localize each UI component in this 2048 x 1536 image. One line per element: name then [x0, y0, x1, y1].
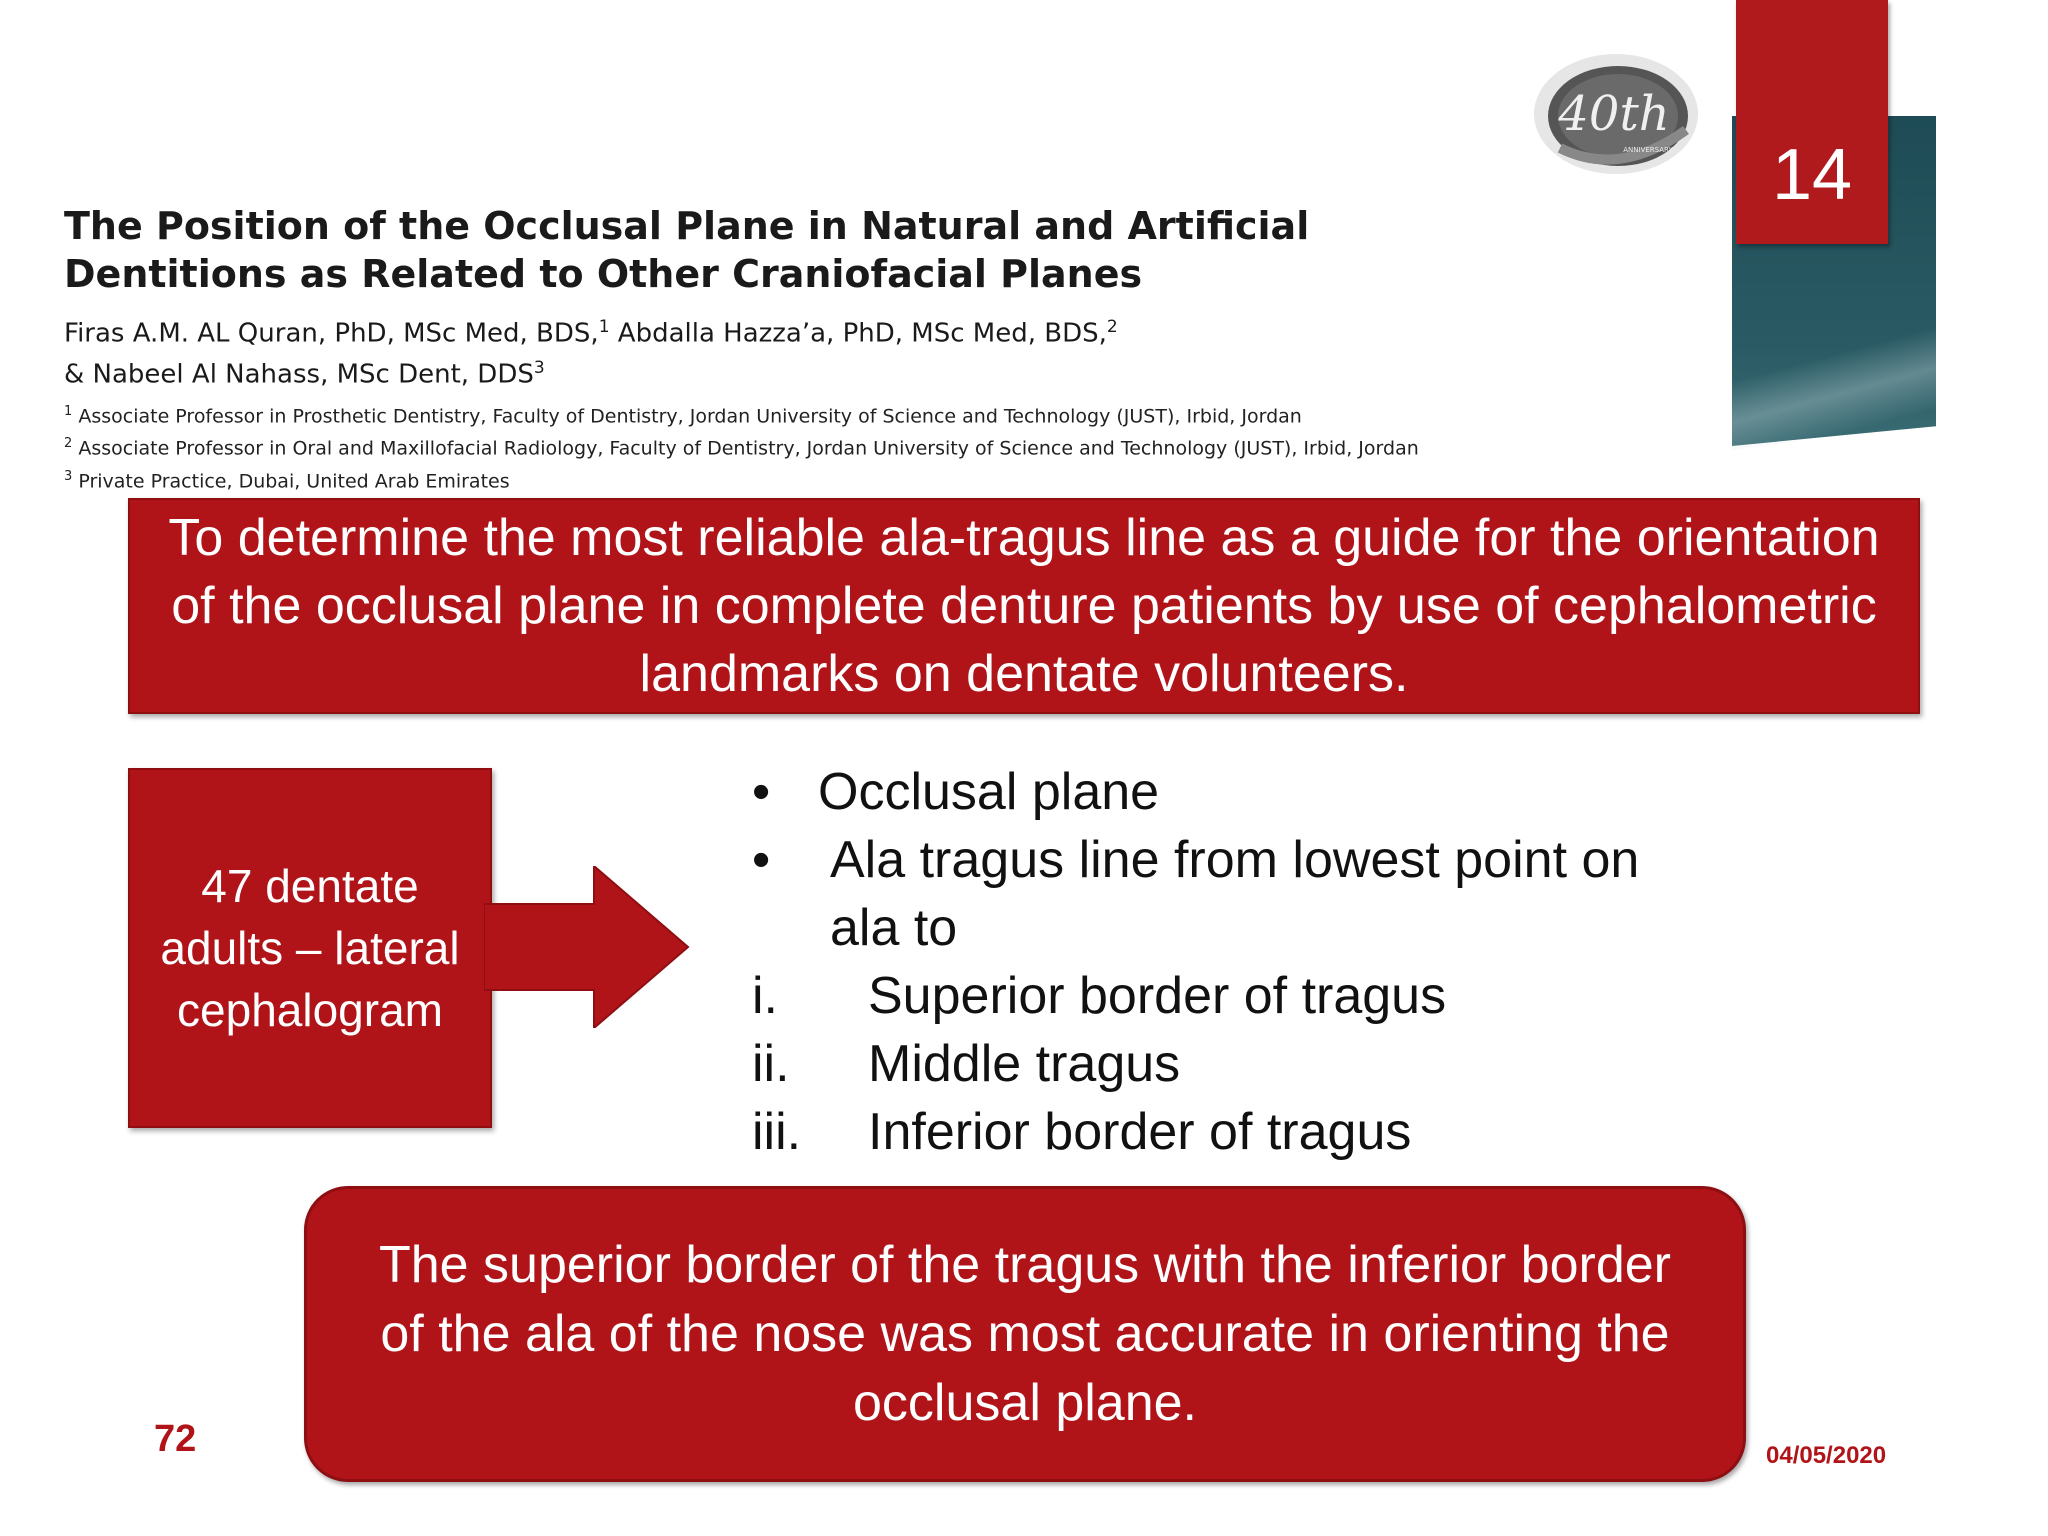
conclusion-text: The superior border of the tragus with the inferior border of the ala of the nose was most accurate in orienting the occlusal plane.	[378, 1235, 1671, 1432]
list-item: ala to	[830, 899, 958, 957]
paper-title-line-2: Dentitions as Related to Other Craniofacial Planes	[64, 252, 1143, 296]
objective-box	[128, 498, 1920, 714]
affiliation-3: $^3$ Private Practice, Dubai, United Arab Emirates	[64, 468, 510, 492]
paper-authors	[64, 310, 1704, 391]
methods-list	[752, 758, 1752, 1166]
affiliation-2: $^2$ Associate Professor in Oral and Maxillofacial Radiology, Faculty of Dentistry, Jordan University of Science and Technology (JUST), Irbid, Jordan	[64, 436, 1419, 460]
list-item: • Ala tragus line from lowest point on	[752, 831, 1640, 889]
right-arrow-icon	[484, 866, 690, 1028]
objective-text: To determine the most reliable ala-tragus line as a guide for the orientation of the occlusal plane in complete denture patients by use of cephalometric landmarks on dentate volunteers.	[168, 509, 1880, 703]
conclusion-box	[304, 1186, 1746, 1482]
paper-title-line-1: The Position of the Occlusal Plane in Natural and Artificial	[64, 204, 1310, 248]
affiliation-1: $^1$ Associate Professor in Prosthetic Dentistry, Faculty of Dentistry, Jordan University of Science and Technology (JUST), Irbid, Jordan	[64, 404, 1302, 428]
paper-title	[64, 202, 1704, 298]
seal-text: 40th	[1558, 86, 1670, 142]
list-item: i. Superior border of tragus	[752, 967, 1447, 1025]
authors-line-1: Firas A.M. AL Quran, PhD, MSc Med, BDS,$^1$ Abdalla Hazza’a, PhD, MSc Med, BDS,$^2$	[64, 317, 1118, 349]
list-item: ii. Middle tragus	[752, 1035, 1181, 1093]
list-item: iii. Inferior border of tragus	[752, 1103, 1412, 1161]
page-number: 72	[154, 1418, 197, 1460]
slide-number-tab	[1736, 0, 1888, 244]
affiliations	[64, 398, 1704, 495]
sample-text: 47 dentate adults – lateral cephalogram	[160, 860, 460, 1036]
slide-date: 04/05/2020	[1766, 1442, 1887, 1469]
anniversary-seal-logo	[1530, 48, 1702, 178]
list-item: • Occlusal plane	[752, 763, 1160, 821]
slide-number-badge: 14	[1771, 135, 1853, 215]
sample-box	[128, 768, 492, 1128]
authors-line-2: & Nabeel Al Nahass, MSc Dent, DDS$^3$	[64, 357, 545, 390]
seal-band-text: ANNIVERSARY	[1623, 146, 1673, 154]
